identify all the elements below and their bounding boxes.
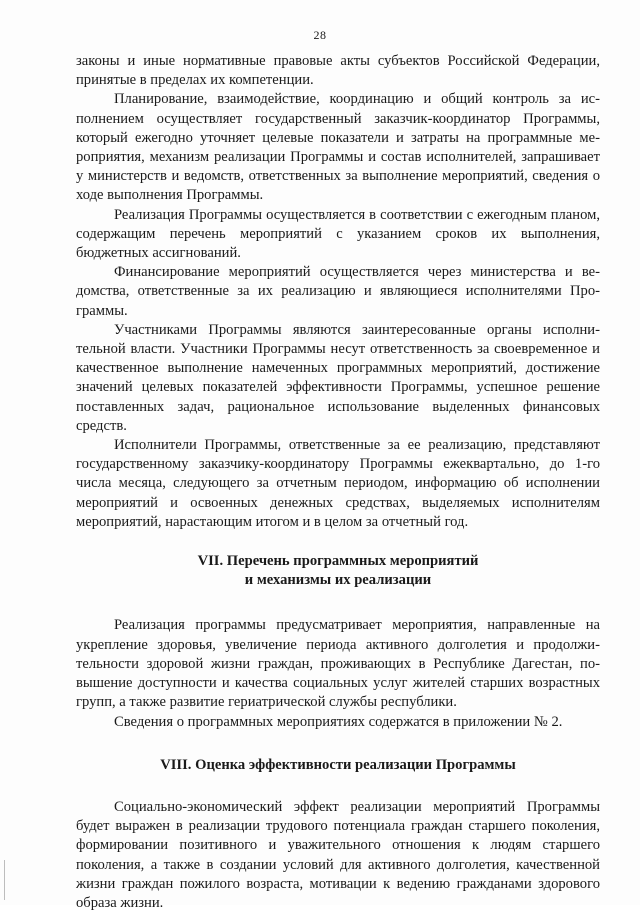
paragraph-planning: Планирование, взаимодействие, координацию и общий контроль за исполнением осуществляет государственный заказчик-координатор Программы, который ежегодно уточняет целевые показатели и затраты на программные мероприятия, механизм реализации Программы и состав исполнителей, запрашивает у министерств и ведомств, ответственных за выполнение мероприятий, сведения о ходе выполнения Программы. [76,91,600,204]
paragraph-appendix-reference: Сведения о программных мероприятиях содержатся в приложении № 2. [114,713,563,730]
paragraph-participants: Участниками Программы являются заинтересованные органы исполнительной власти. Участники Программы несут ответственность за своевременное и качественное выполнение намеченных программных мероприятий, достижение значений целевых показателей эффективности Программы, успешное решение поставленных задач, рациональное использование выделенных финансовых средств. [76,321,600,434]
scan-edge-mark [4,860,5,900]
paragraph-laws-continuation: законы и иные нормативные правовые акты субъектов Российской Федерации, принятые в пределах их компетенции. [76,53,600,89]
section-7-title [76,552,600,590]
section-8-title: VIII. Оценка эффективности реализации Программы [160,756,516,773]
section-7-title-line1: VII. Перечень программных мероприятий [197,553,479,570]
page-content [76,52,600,913]
section-7-title-line2: и механизмы их реализации [244,572,432,589]
page-number: 28 [313,28,327,42]
paragraph-program-measures: Реализация программы предусматривает мероприятия, направленные на укрепление здоровья, увеличение периода активного долголетия и продолжительности здоровой жизни граждан, проживающих в Республике Дагестан, повышение доступности и качества социальных услуг жителей старших возрастных групп, а также развитие гериатрической службы республики. [76,617,600,711]
paragraph-executors: Исполнители Программы, ответственные за ее реализацию, представляют государственному заказчику-координатору Программы ежеквартально, до 1-го числа месяца, следующего за отчетным периодом, информацию об исполнении мероприятий и освоенных денежных средствах, выделяемых исполнителям мероприятий, нарастающим итогом и в целом за отчетный год. [76,437,600,530]
paragraph-implementation: Реализация Программы осуществляется в соответствии с ежегодным планом, содержащим перечень мероприятий с указанием сроков их выполнения, бюджетных ассигнований. [76,206,600,262]
paragraph-socioeconomic-effect: Социально-экономический эффект реализации мероприятий Программы будет выражен в реализации трудового потенциала граждан старшего поколения, формировании позитивного и уважительного отношения к людям старшего поколения, а также в создании условий для активного долголетия, качественной жизни граждан пожилого возраста, мотивации к ведению гражданами здорового образа жизни. [76,798,600,911]
paragraph-financing: Финансирование мероприятий осуществляется через министерства и ведомства, ответственные за их реализацию и являющиеся исполнителями Программы. [76,264,600,319]
